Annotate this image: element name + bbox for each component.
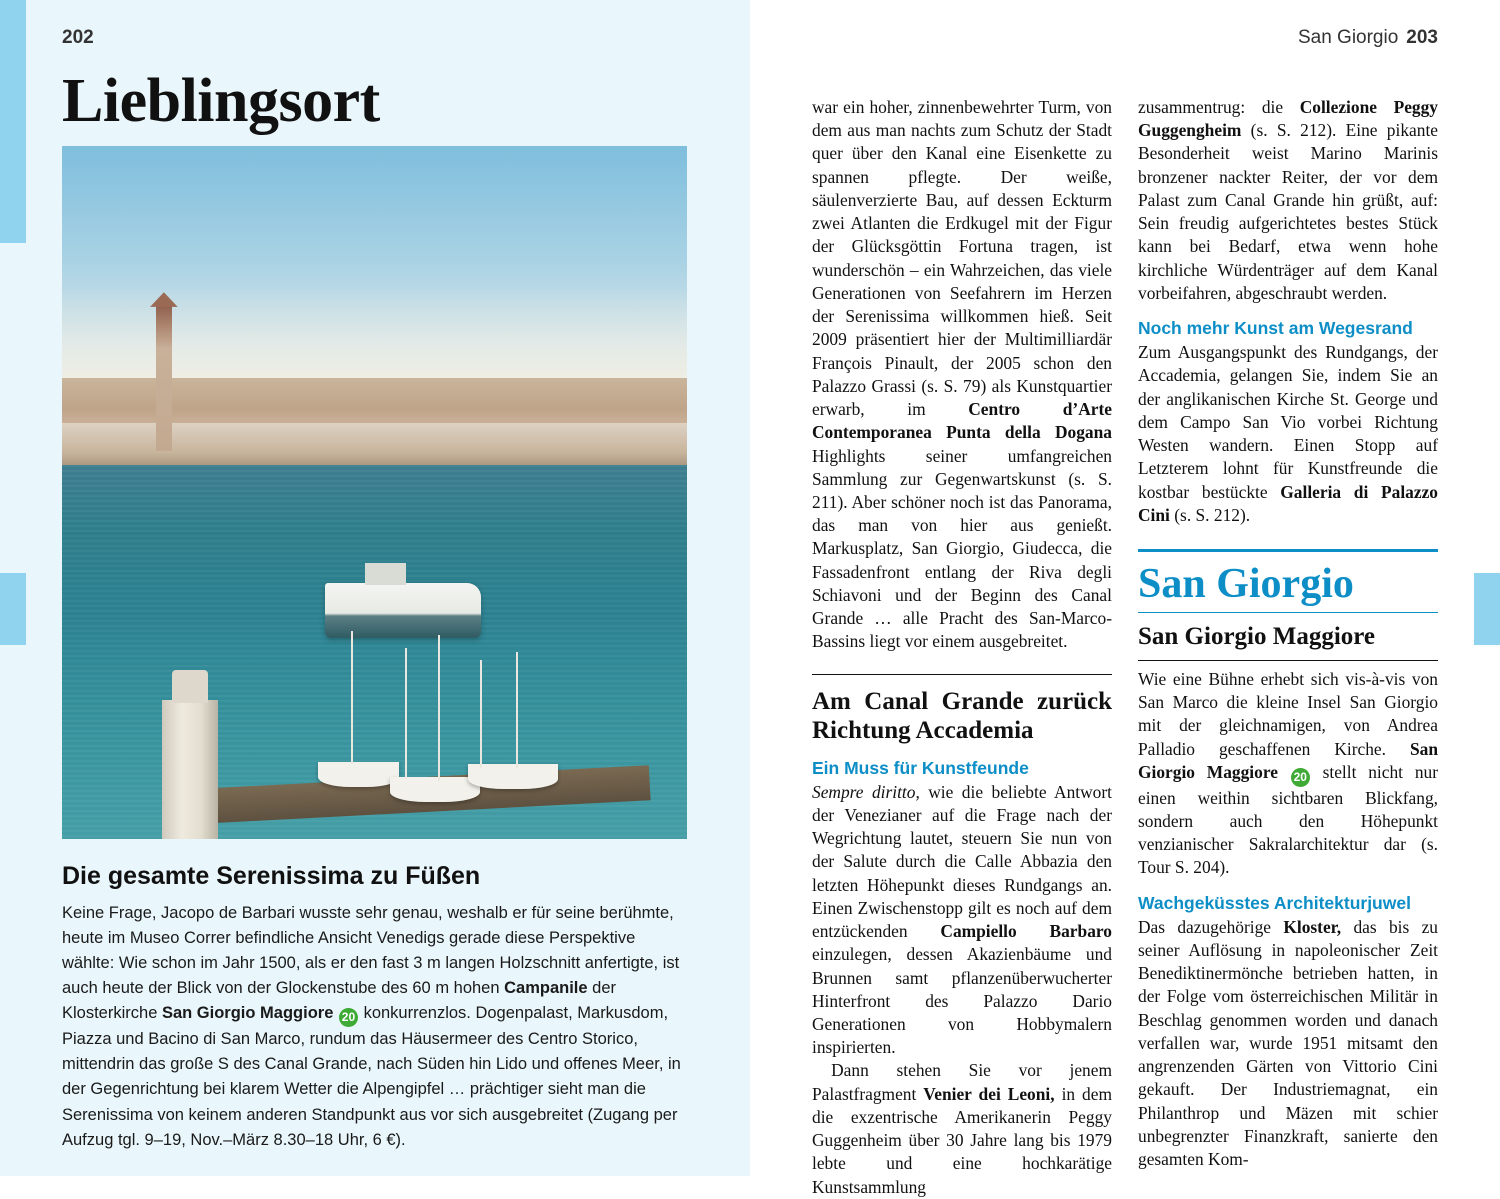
decorative-tab-lower-left <box>0 573 26 645</box>
left-body-part-2: der Klosterkirche <box>62 979 616 1023</box>
column-three-paragraph-2 <box>1138 668 1438 880</box>
column-three-continued-paragraph <box>1138 96 1438 305</box>
photo-mast <box>438 635 440 781</box>
decorative-tab-right <box>1474 573 1500 645</box>
c3-para2-b: stellt nicht nur einen weithin sichtbaren Blickfang, sondern auch den Höhepunkt venzianischer Sakralarchitektur dar (s. Tour S. 204). <box>1138 761 1439 878</box>
c2-para2-head: Dann stehen Sie vor jenem Palastfragment <box>812 1060 1112 1104</box>
left-body-part-3: konkurrenzlos. Dogenpalast, Markusdom, Piazza und Bacino di San Marco, rundum das Häusermeer des Centro Storico, mittendrin das große S des Canal Grande, nach Süden hin Lido und offenes Meer, in der Gegenrichtung bei klarem Wetter die Alpengipfel … prächtiger sieht man die Serenissima von keinem anderen Standpunkt aus vor sich ausgebreitet (Zugang per Aufzug tgl. 9–19, Nov.–März 8.30–18 Uhr, 6 €). <box>62 1004 681 1149</box>
photo-lighthouse <box>162 700 218 839</box>
photo-mast <box>405 648 407 779</box>
c3-para3-b: das bis zu seiner Auflösung in napoleonischer Zeit Benediktinermönche betrieben hatten, in der Folge vom österreichischen Militär in Beschlag genommen worden und danach verfallen war, wurde 1951 mitsamt den angrenzenden Gärten von Vittorio Cini gekauft. Der Industriemagnat, ein Philanthrop und Mäzen mit schier unbegrenzter Finanzkraft, sanierte den gesamten Kom- <box>1138 916 1438 1170</box>
column-three-paragraph-1 <box>1138 341 1438 527</box>
c3-bold-galleria-palazzo-cini: Galleria di Palazzo Cini <box>1138 481 1438 525</box>
c3-para3-a: Das dazugehörige <box>1138 916 1284 937</box>
c3-bold-san-giorgio-maggiore: San Giorgio Maggiore <box>1138 738 1438 782</box>
left-section-heading: Die gesamte Serenissima zu Füßen <box>62 862 481 890</box>
c2-para1-rest: wie die beliebte Antwort der Venezianer auf die Frage nach der Wegrichtung lautet, steuern Sie nun von der Salute durch die Calle Abbazia den letzten Höhepunkt dieses Rundgangs an. Einen Zwischenstopp gilt es noch auf dem entzückenden <box>812 781 1112 942</box>
c3-bold-collezione-guggenheim: Collezione Peggy Guggengheim <box>1138 97 1438 141</box>
map-marker-20: 20 <box>1291 768 1310 787</box>
page-number-right: 203 <box>1406 27 1438 48</box>
venice-panorama-photo <box>62 146 687 839</box>
c3-bold-kloster: Kloster, <box>1283 916 1342 937</box>
photo-campanile <box>156 305 172 451</box>
chapter-divider-rule <box>1138 549 1438 552</box>
column-three-blue-heading-2: Wachgeküsstes Architekturjuwel <box>1138 892 1411 913</box>
photo-sailboats <box>312 631 612 839</box>
subsection-title-san-giorgio-maggiore: San Giorgio Maggiore <box>1138 623 1438 661</box>
left-body-text <box>62 901 687 1153</box>
column-three-paragraph-3 <box>1138 916 1438 1172</box>
map-marker-20: 20 <box>339 1008 358 1027</box>
photo-mast <box>480 660 482 768</box>
page-number-left: 202 <box>62 27 94 48</box>
c2-text-1: war ein hoher, zinnenbewehrter Turm, von dem aus man nachts zum Schutz der Stadt quer über den Kanal eine Eisenkette zu spannen pflegte. Der weiße, säulenverzierte Bau, auf dessen Eckturm zwei Atlanten die Erdkugel mit der Figur der Glücksgöttin Fortuna tragen, ist wunderschön – ein Wahrzeichen, das viele Generationen von Seefahrern im Herzen der Serenissima willkommen hieß. Seit 2009 präsentiert hier der Multimilliardär François Pinault, der 2005 schon den Palazzo Grassi (s. S. 79) als Kunstquartier erwarb, im <box>812 97 1112 420</box>
c2-para2-tail: in dem die exzentrische Amerikanerin Peggy Guggenheim über 30 Jahre lang bis 1979 lebte und eine hochkarätige Kunstsammlung <box>812 1083 1112 1197</box>
left-body-bold-campanile: Campanile <box>504 979 588 998</box>
column-two-blue-heading: Ein Muss für Kunstfeunde <box>812 757 1029 778</box>
c2-italic-sempre-diritto: Sempre diritto, <box>812 781 920 802</box>
c2-bold-campiello-barbaro: Campiello Barbaro <box>940 921 1112 942</box>
column-two-section-heading: Am Canal Grande zurück Richtung Accademia <box>812 687 1112 744</box>
c3-para1: Zum Ausgangspunkt des Rundgangs, der Accademia, gelangen Sie, indem Sie an der anglikanischen Kirche St. George und dem Campo San Vio vorbei Richtung Westen wandern. Einen Stopp auf Letzterem lohnt für Kunstfreunde die kostbar bestückte <box>1138 342 1438 502</box>
c2-bold-venier-dei-leoni: Venier dei Leoni, <box>923 1083 1055 1104</box>
column-three-blue-heading-1: Noch mehr Kunst am Wegesrand <box>1138 318 1413 339</box>
c2-para1-tail: einzulegen, dessen Akazienbäume und Brunnen samt pflanzenüberwucherter Hinterfront des Palazzo Dario Generationen von Hobbymalern inspirierten. <box>812 944 1112 1058</box>
running-head-title: San Giorgio <box>1297 27 1399 48</box>
c3-para2-a: Wie eine Bühne erhebt sich vis-à-vis von San Marco die kleine Insel San Giorgio mit der gleichnamigen, von Andrea Palladio geschaffenen Kirche. <box>1138 668 1438 759</box>
running-head-right <box>1298 27 1438 49</box>
column-two-section-rule <box>812 674 1112 745</box>
left-body-part-1: Keine Frage, Jacopo de Barbari wusste sehr genau, weshalb er für seine berühmte, heute im Museo Correr befindliche Ansicht Venedigs gerade diese Perspektive wählte: Wie schon im Jahr 1500, als er den fast 3 m langen Holzschnitt anfertigte, ist auch heute der Blick von der Glockenstube des 60 m hohen <box>62 904 680 998</box>
c2-text-2: Highlights seiner umfangreichen Sammlung zur Gegenwartskunst (s. S. 211). Aber schöner noch ist das Panorama, das man von hier aus genießt. Markusplatz, San Giorgio, Giudecca, die Fassadenfront entlang der Riva degli Schiavoni und der Beginn des Canal Grande … alle Pracht des San-Marco-Bassins liegt vor einem ausgebreitet. <box>812 445 1112 652</box>
column-two-paragraph-2 <box>812 1059 1112 1198</box>
photo-boat <box>390 777 480 802</box>
left-page-content <box>62 67 687 1153</box>
column-two-paragraph-1 <box>812 781 1112 1060</box>
chapter-title-san-giorgio: San Giorgio <box>1138 560 1354 607</box>
column-two <box>812 96 1112 1199</box>
photo-boat <box>318 762 399 787</box>
chapter-title: Lieblingsort <box>62 67 380 135</box>
column-two-continued-paragraph <box>812 96 1112 654</box>
decorative-tab-upper-left <box>0 0 26 243</box>
c3-text-1: zusammentrug: die <box>1138 97 1300 117</box>
c3-text-2: (s. S. 212). Eine pikante Besonderheit weist Marino Marinis bronzener nackter Reiter, der vor dem Palast zum Canal Grande hin grüßt, auf: Sein freudig aufgerichtetes bestes Stück kann bei Bedarf, etwa wenn hohe kirchliche Würdenträger auf dem Kanal vorbeifahren, abgeschraubt werden. <box>1138 120 1438 303</box>
c3-para1-tail: (s. S. 212). <box>1169 504 1251 525</box>
c2-bold-punta-dogana: Centro d’Arte Contemporanea Punta della Dogana <box>812 399 1112 443</box>
photo-ferry <box>325 583 481 638</box>
photo-mast <box>516 652 518 768</box>
chapter-underline-rule <box>1138 612 1438 613</box>
column-three <box>1138 96 1438 1171</box>
photo-mast <box>351 631 353 764</box>
left-body-bold-san-giorgio: San Giorgio Maggiore <box>161 1004 334 1023</box>
